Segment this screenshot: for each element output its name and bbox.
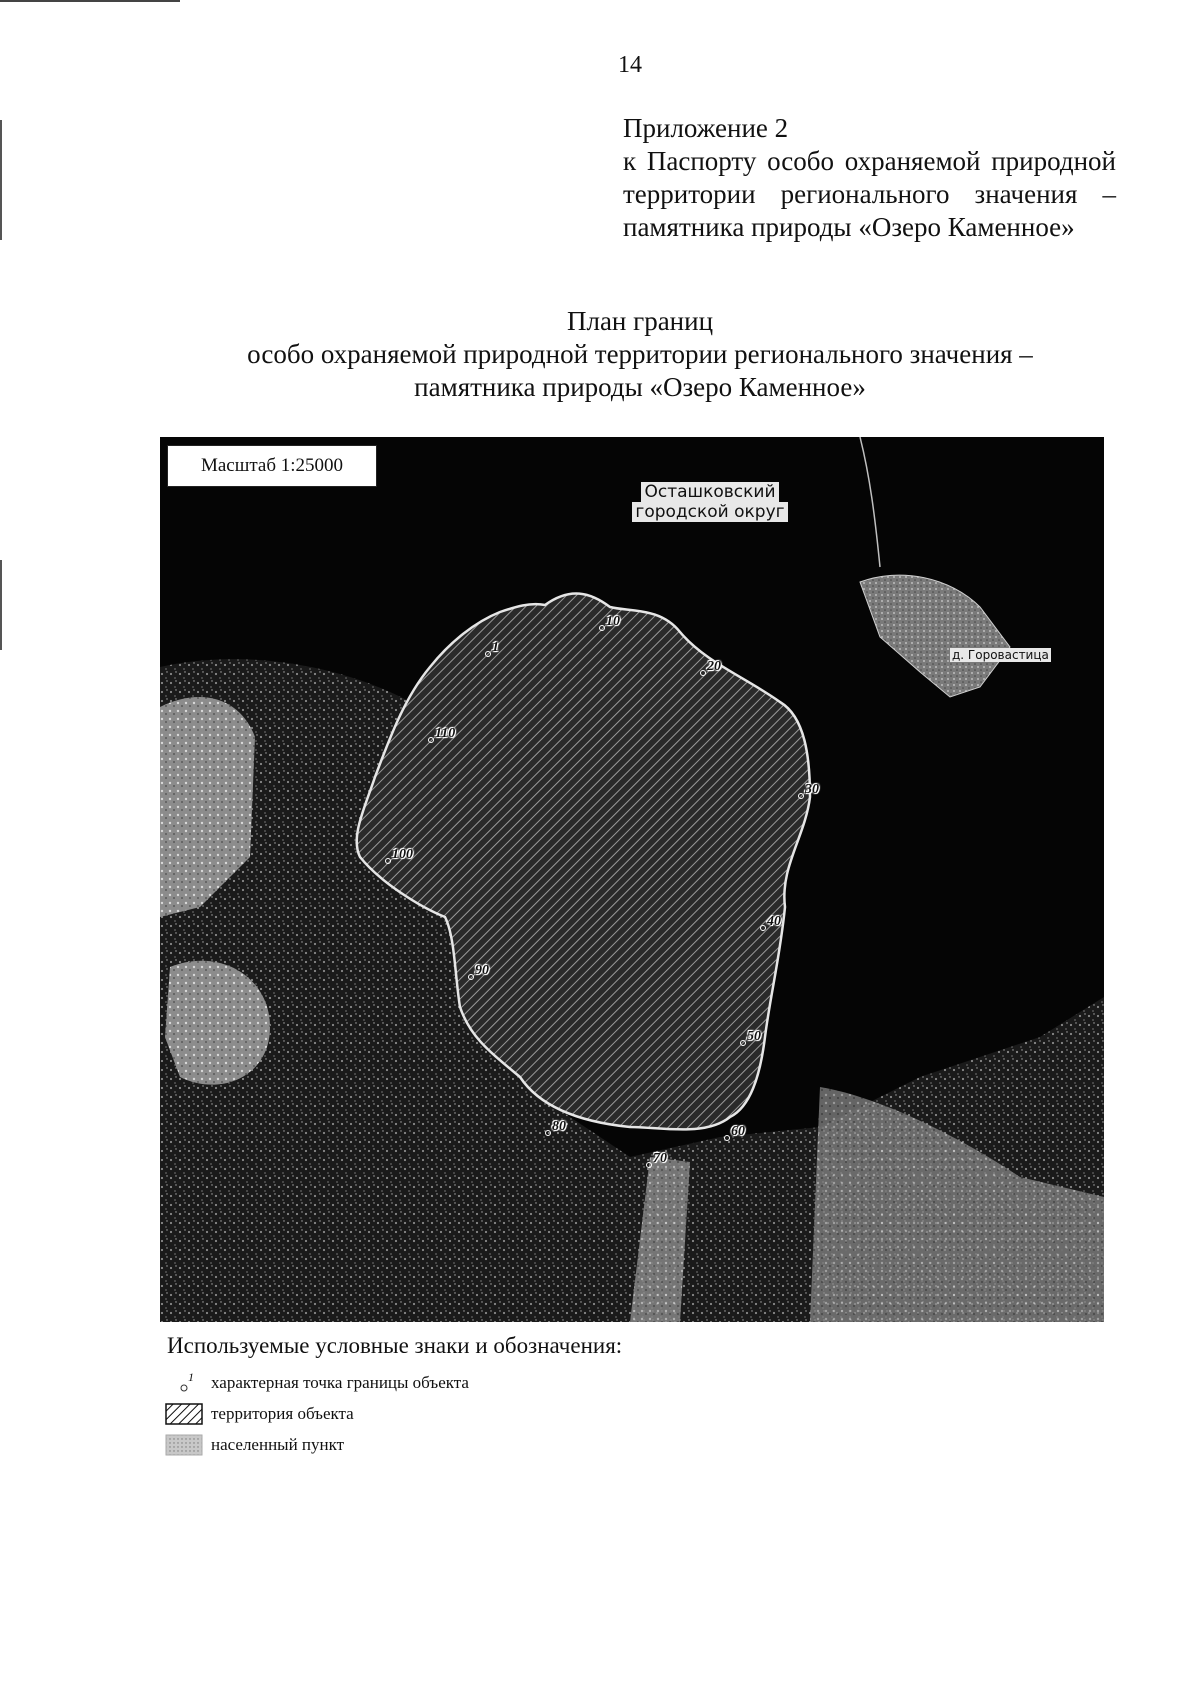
boundary-point-label: 50: [747, 1029, 761, 1044]
scan-edge-line: [0, 120, 2, 240]
village-label: д. Горовастица: [952, 648, 1049, 662]
territory-hatch-icon: [165, 1403, 203, 1425]
appendix-block: [623, 112, 1116, 244]
boundary-point-label: 100: [392, 847, 413, 862]
legend-item-settlement: [165, 1433, 344, 1457]
boundary-map: [160, 437, 1104, 1322]
boundary-point-label: 30: [805, 782, 819, 797]
title-line-3: памятника природы «Озеро Каменное»: [414, 372, 866, 402]
settlement-fill-icon: [165, 1434, 203, 1456]
boundary-point-label: 80: [552, 1119, 566, 1134]
boundary-point-icon: [165, 1372, 203, 1394]
legend-item-territory: [165, 1402, 354, 1426]
legend-title: Используемые условные знаки и обозначения:: [167, 1333, 623, 1358]
boundary-point-label: 1: [492, 640, 499, 655]
boundary-point-label: 90: [475, 963, 489, 978]
boundary-point-number: 1: [188, 1370, 194, 1384]
appendix-heading: Приложение 2: [623, 113, 789, 143]
appendix-body: к Паспорту особо охраняемой природной территории регионального значения – памятника природы «Озеро Каменное»: [623, 146, 1116, 242]
legend-label: территория объекта: [211, 1404, 354, 1423]
boundary-point-label: 10: [606, 614, 620, 629]
boundary-point-label: 110: [435, 726, 456, 741]
district-label-line-1: Осташковский: [641, 482, 778, 502]
legend-item-boundary-point: [165, 1371, 469, 1395]
scan-edge-line: [0, 560, 2, 650]
legend-label: характерная точка границы объекта: [211, 1373, 469, 1392]
boundary-point-label: 60: [731, 1124, 745, 1139]
map-image: [160, 437, 1104, 1322]
title-line-2: особо охраняемой природной территории регионального значения –: [247, 339, 1033, 369]
boundary-point-label: 20: [707, 659, 721, 674]
district-label-line-2: городской округ: [632, 502, 787, 522]
scale-label: Масштаб 1:25000: [167, 445, 377, 487]
scan-edge-line: [0, 0, 180, 2]
district-label: [620, 482, 800, 522]
document-title: [160, 305, 1120, 404]
boundary-point-label: 70: [653, 1151, 667, 1166]
title-line-1: План границ: [566, 306, 714, 336]
boundary-point-label: 40: [767, 914, 781, 929]
legend-label: населенный пункт: [211, 1435, 345, 1454]
page-number: 14: [618, 52, 642, 78]
